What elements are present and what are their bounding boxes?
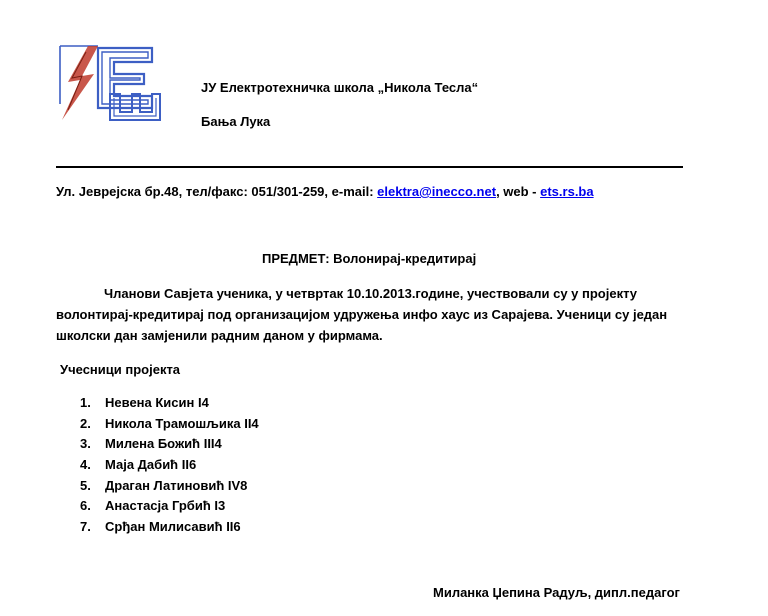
- list-item: 6. Анастасја Грбић I3: [80, 498, 226, 514]
- list-item: 5. Драган Латиновић IV8: [80, 477, 248, 493]
- signature: Миланка Џепина Радуљ, дипл.педагог: [433, 585, 680, 600]
- body-text: [56, 283, 696, 346]
- email-link[interactable]: elektra@inecco.net: [377, 184, 497, 199]
- list-item: 4. Маја Дабић II6: [80, 457, 197, 473]
- contact-address: Ул. Јеврејска бр.48, тел/факс: 051/301-259, e-mail:: [56, 184, 378, 199]
- participants-list: [80, 393, 259, 538]
- list-item: 3. Милена Божић III4: [80, 436, 222, 452]
- lightning-bolt-icon: [62, 46, 98, 120]
- school-logo: [58, 44, 162, 122]
- participants-heading: Учесници пројекта: [60, 362, 181, 377]
- list-item: 2. Никола Трамошљика II4: [80, 415, 259, 431]
- city-name: Бања Лука: [201, 114, 271, 129]
- web-prefix: , web -: [496, 184, 541, 199]
- list-item: 1. Невена Кисин I4: [80, 395, 209, 410]
- list-item: 7. Срђан Милисавић II6: [80, 519, 241, 535]
- website-link[interactable]: ets.rs.ba: [540, 184, 594, 199]
- header-divider: [56, 166, 683, 168]
- contact-line: [56, 184, 594, 199]
- school-name: ЈУ Електротехничка школа „Никола Тесла“: [201, 80, 479, 95]
- body-paragraph: Чланови Савјета ученика, у четвртак 10.10.2013.године, учествовали су у пројекту волонтирај-кредитирај под организацијом удружења инфо хаус из Сарајева. Ученици су један школски дан замјенили радним даном у фирмама.: [56, 286, 668, 343]
- subject-line: ПРЕДМЕТ: Волонирај-кредитирај: [262, 251, 477, 266]
